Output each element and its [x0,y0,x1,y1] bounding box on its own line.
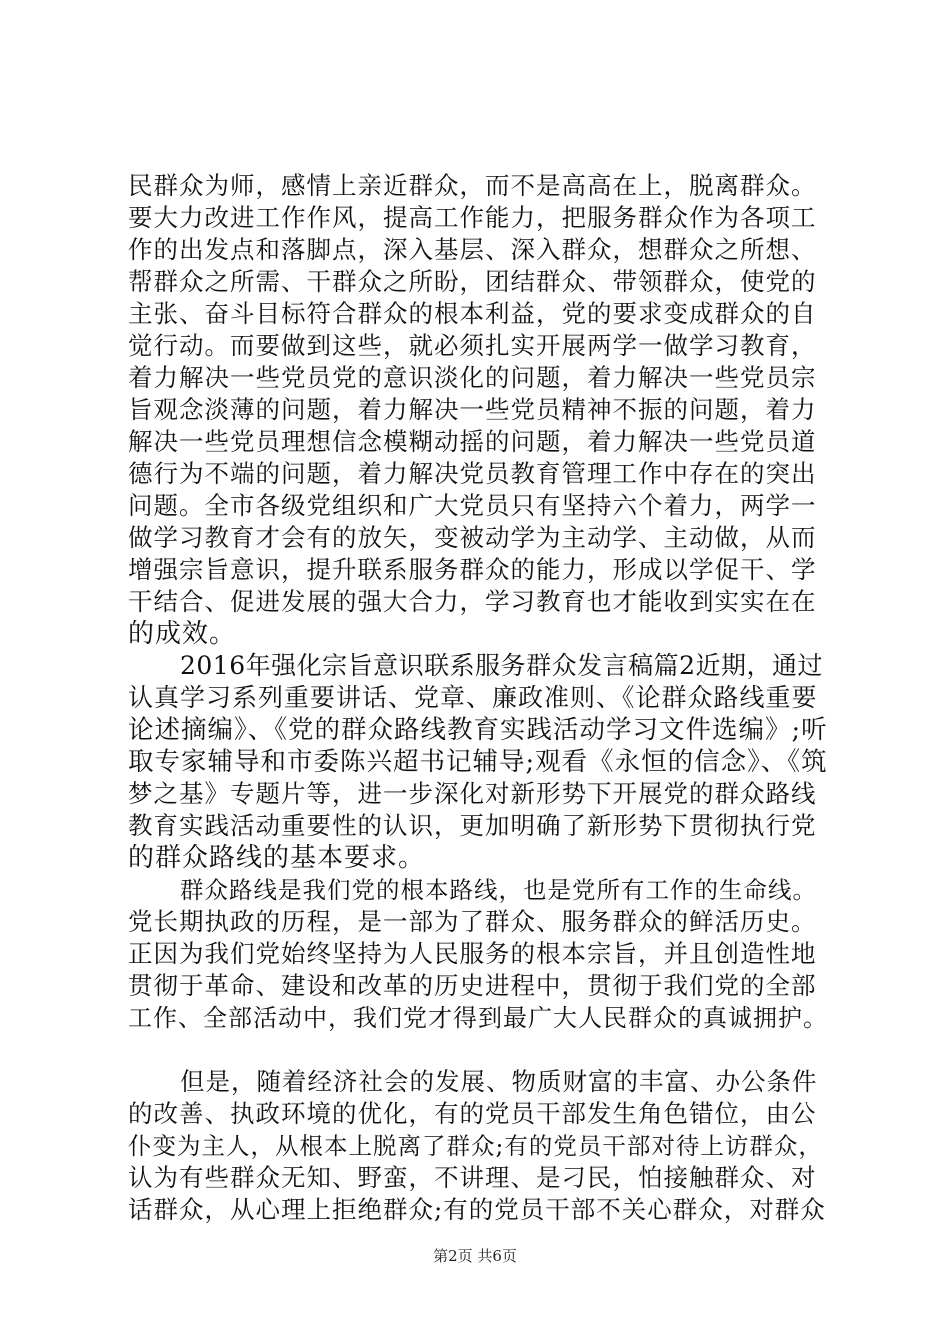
text-line: 党长期执政的历程，是一部为了群众、服务群众的鲜活历史。 [128,907,817,936]
text-line: 帮群众之所需、干群众之所盼，团结群众、带领群众，使党的 [128,267,817,296]
text-line: 2016年强化宗旨意识联系服务群众发言稿篇2近期，通过 [180,651,824,680]
text-line: 话群众，从心理上拒绝群众;有的党员干部不关心群众，对群众 [128,1195,826,1224]
page-number-footer: 第2页 共6页 [433,1247,517,1265]
text-line: 的成效。 [128,619,237,649]
text-line: 民群众为师，感情上亲近群众，而不是高高在上，脱离群众。 [128,171,817,200]
text-line: 论述摘编》、《党的群众路线教育实践活动学习文件选编》;听 [128,715,828,745]
text-line: 主张、奋斗目标符合群众的根本利益，党的要求变成群众的自 [128,299,817,328]
text-line: 教育实践活动重要性的认识，更加明确了新形势下贯彻执行党 [128,811,817,840]
text-line: 要大力改进工作作风，提高工作能力，把服务群众作为各项工 [128,203,817,232]
text-line: 问题。全市各级党组织和广大党员只有坚持六个着力，两学一 [128,491,817,520]
text-line: 认真学习系列重要讲话、党章、廉政准则、《论群众路线重要 [128,683,818,712]
paragraph-3 [128,874,828,1034]
text-line: 解决一些党员理想信念模糊动摇的问题，着力解决一些党员道 [128,427,817,456]
text-line: 增强宗旨意识，提升联系服务群众的能力，形成以学促干、学 [128,555,817,584]
text-line: 群众路线是我们党的根本路线，也是党所有工作的生命线。 [180,876,817,904]
text-line: 贯彻于革命、建设和改革的历史进程中，贯彻于我们党的全部 [128,971,817,1000]
text-line: 认为有些群众无知、野蛮，不讲理、是刁民，怕接触群众、对 [128,1163,817,1192]
text-line: 但是，随着经济社会的发展、物质财富的丰富、办公条件 [180,1067,818,1096]
paragraph-1 [128,170,828,650]
text-line: 作的出发点和落脚点，深入基层、深入群众，想群众之所想、 [128,235,817,264]
text-line: 干结合、促进发展的强大合力，学习教育也才能收到实实在在 [128,587,817,616]
text-line: 梦之基》专题片等，进一步深化对新形势下开展党的群众路线 [128,779,817,808]
text-line: 工作、全部活动中，我们党才得到最广大人民群众的真诚拥护。 [128,1004,828,1032]
document-body [128,170,828,1226]
text-line: 做学习教育才会有的放矢，变被动学为主动学、主动做，从而 [128,523,817,552]
text-line: 觉行动。而要做到这些，就必须扎实开展两学一做学习教育， [128,331,817,360]
text-line: 德行为不端的问题，着力解决党员教育管理工作中存在的突出 [128,459,817,488]
text-line: 旨观念淡薄的问题，着力解决一些党员精神不振的问题，着力 [128,395,817,424]
text-line: 的群众路线的基本要求。 [128,843,426,873]
text-line: 的改善、执政环境的优化，有的党员干部发生角色错位，由公 [128,1099,817,1128]
paragraph-2 [128,650,828,874]
text-line: 着力解决一些党员党的意识淡化的问题，着力解决一些党员宗 [128,363,817,392]
text-line: 正因为我们党始终坚持为人民服务的根本宗旨，并且创造性地 [128,939,817,968]
text-line: 仆变为主人，从根本上脱离了群众;有的党员干部对待上访群众， [128,1132,823,1160]
paragraph-4 [128,1066,828,1226]
text-line: 取专家辅导和市委陈兴超书记辅导;观看《永恒的信念》、《筑 [128,747,828,777]
paragraph-gap [128,1034,828,1066]
